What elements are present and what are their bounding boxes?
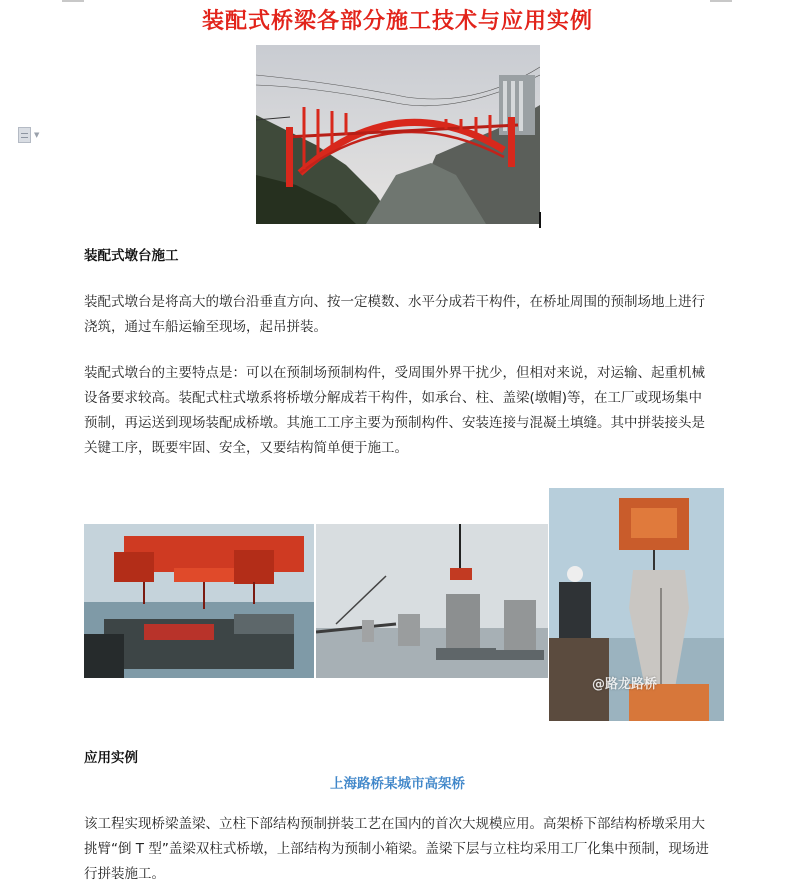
arch-bridge-photo: [256, 45, 540, 224]
text-cursor: [539, 212, 541, 228]
paragraph-case-description: 该工程实现桥梁盖梁、立柱下部结构预制拼装工艺在国内的首次大规模应用。高架桥下部结构桥墩采用大挑臂“倒 T 型”盖梁双柱式桥墩，上部结构为预制小箱梁。盖梁下层与立柱均采用工厂化集中预制，现场进行拼装施工。: [84, 816, 709, 882]
document-icon: [18, 127, 31, 143]
document-outline-icon[interactable]: [18, 127, 48, 143]
page-corner-mark: [710, 0, 732, 2]
paragraph-pier-features: 装配式墩台的主要特点是：可以在预制场预制构件，受周围外界干扰少，但相对来说，对运输、起重机械设备要求较高。装配式柱式墩系将桥墩分解成若干构件，如承台、柱、盖梁(墩帽)等，在工厂或现场集中预制，再运送到现场装配成桥墩。其施工工序主要为预制构件、安装连接与混凝土填缝。其中拼装接头是关键工序，既要牢固、安全，又要结构简单便于施工。: [84, 365, 705, 456]
section-heading-pier-construction: 装配式墩台施工: [84, 248, 179, 264]
paragraph-pier-definition: 装配式墩台是将高大的墩台沿垂直方向、按一定模数、水平分成若干构件，在桥址周围的预制场地上进行浇筑，通过车船运输至现场，起吊拼装。: [84, 294, 705, 335]
watermark: @路龙路桥: [592, 677, 658, 692]
section-heading-application: 应用实例: [84, 750, 138, 766]
case-caption: 上海路桥某城市高架桥: [330, 776, 465, 792]
article-title: 装配式桥梁各部分施工技术与应用实例: [201, 8, 593, 34]
page-corner-mark: [62, 0, 84, 2]
chevron-down-icon: ▼: [34, 131, 40, 139]
gantry-crane-photo: [84, 524, 314, 678]
precast-piers-photo: [316, 524, 548, 678]
